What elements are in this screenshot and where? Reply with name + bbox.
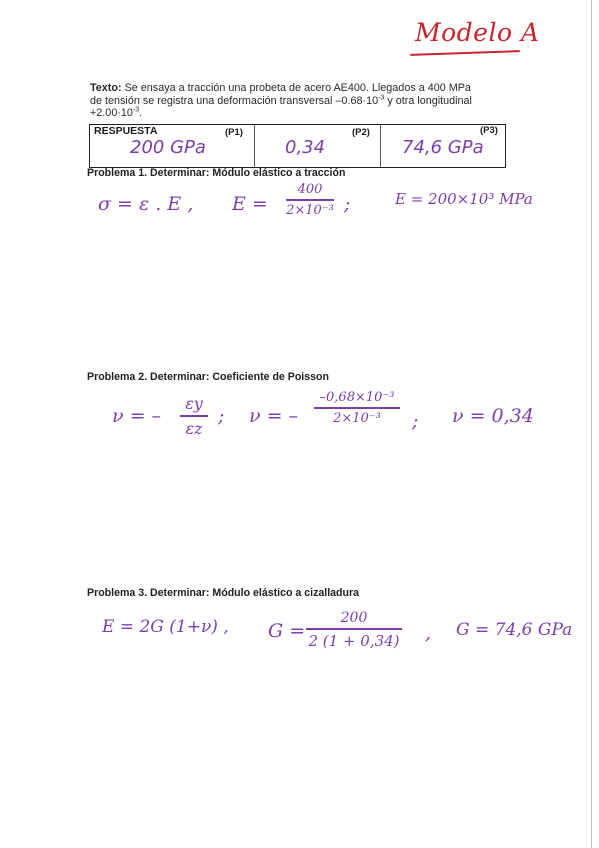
problem3-eq2-numerator: 200 [340, 610, 368, 626]
problem3-title: Problema 3. Determinar: Módulo elástico a cizalladura [87, 587, 359, 599]
problem3-eq3: G = 74,6 GPa [456, 620, 573, 640]
statement-label: Texto: [90, 82, 122, 94]
problem2-eq2-numerator: –0,68×10⁻³ [319, 390, 395, 405]
problem2-eq3: ν = 0,34 [452, 405, 534, 427]
problem2-eq1-denominator: εz [185, 418, 203, 438]
problem1-title: Problema 1. Determinar: Módulo elástico a tracción [87, 167, 346, 179]
statement-line2-exp: -3 [378, 93, 385, 101]
scan-edge-line [591, 0, 592, 848]
problem1-eq2-denominator: 2×10⁻³ [286, 202, 334, 218]
problem2-eq2-separator: ; [412, 410, 419, 432]
answer-divider-1 [254, 125, 255, 167]
problem1-eq2-lhs: E = [232, 193, 268, 215]
problem3-eq1: E = 2G (1+ν) , [102, 617, 229, 637]
problem2-eq1-lhs: ν = – [112, 405, 162, 427]
problem2-eq2-lhs: ν = – [249, 405, 299, 427]
statement-line2a: de tensión se registra una deformación transversal –0.68·10 [90, 94, 379, 107]
p2-label: (P2) [352, 127, 370, 138]
problem2-eq2-denominator: 2×10⁻³ [333, 410, 381, 426]
p3-label: (P3) [480, 125, 498, 136]
problem3-eq2-lhs: G = [268, 620, 306, 642]
problem1-eq2-separator: ; [344, 193, 351, 215]
problem2-eq2-fraction [314, 390, 400, 426]
problem3-eq2-separator: , [425, 622, 432, 644]
problem2-eq1-fraction [180, 394, 208, 438]
p3-answer: 74,6 GPa [402, 137, 484, 158]
problem2-title: Problema 2. Determinar: Coeficiente de Poisson [87, 371, 329, 383]
model-underline [410, 50, 520, 56]
p1-label: (P1) [225, 127, 243, 138]
problem2-eq1-separator: ; [218, 405, 225, 427]
answer-box [89, 124, 506, 168]
problem1-eq2-numerator: 400 [297, 182, 323, 197]
statement-line3-exp: -3 [132, 106, 140, 114]
problem3-eq2-fraction [306, 610, 402, 650]
problem1-eq1: σ = ε . E , [98, 193, 194, 215]
problem1-eq2-fraction [286, 182, 334, 218]
problem3-eq2-denominator: 2 (1 + 0,34) [308, 631, 400, 650]
statement-line3a: +2.00·10 [90, 107, 133, 119]
problem1-eq3: E = 200×10³ MPa [395, 190, 533, 208]
fraction-bar [180, 415, 208, 417]
statement-line3b: . [139, 107, 143, 119]
p1-answer: 200 GPa [130, 137, 206, 158]
model-label: Modelo A [415, 18, 540, 47]
fraction-bar [286, 199, 334, 201]
statement-line1: Se ensaya a tracción una probeta de acero AE400. Llegados a 400 MPa [121, 82, 471, 94]
p2-answer: 0,34 [285, 137, 326, 158]
statement-line2b: y otra longitudinal [384, 94, 472, 107]
fraction-bar [306, 628, 402, 630]
problem-statement [90, 82, 510, 120]
fraction-bar [314, 407, 400, 409]
answer-box-label: RESPUESTA [94, 125, 158, 137]
answer-divider-2 [380, 125, 381, 167]
problem2-eq1-numerator: εy [185, 394, 203, 413]
